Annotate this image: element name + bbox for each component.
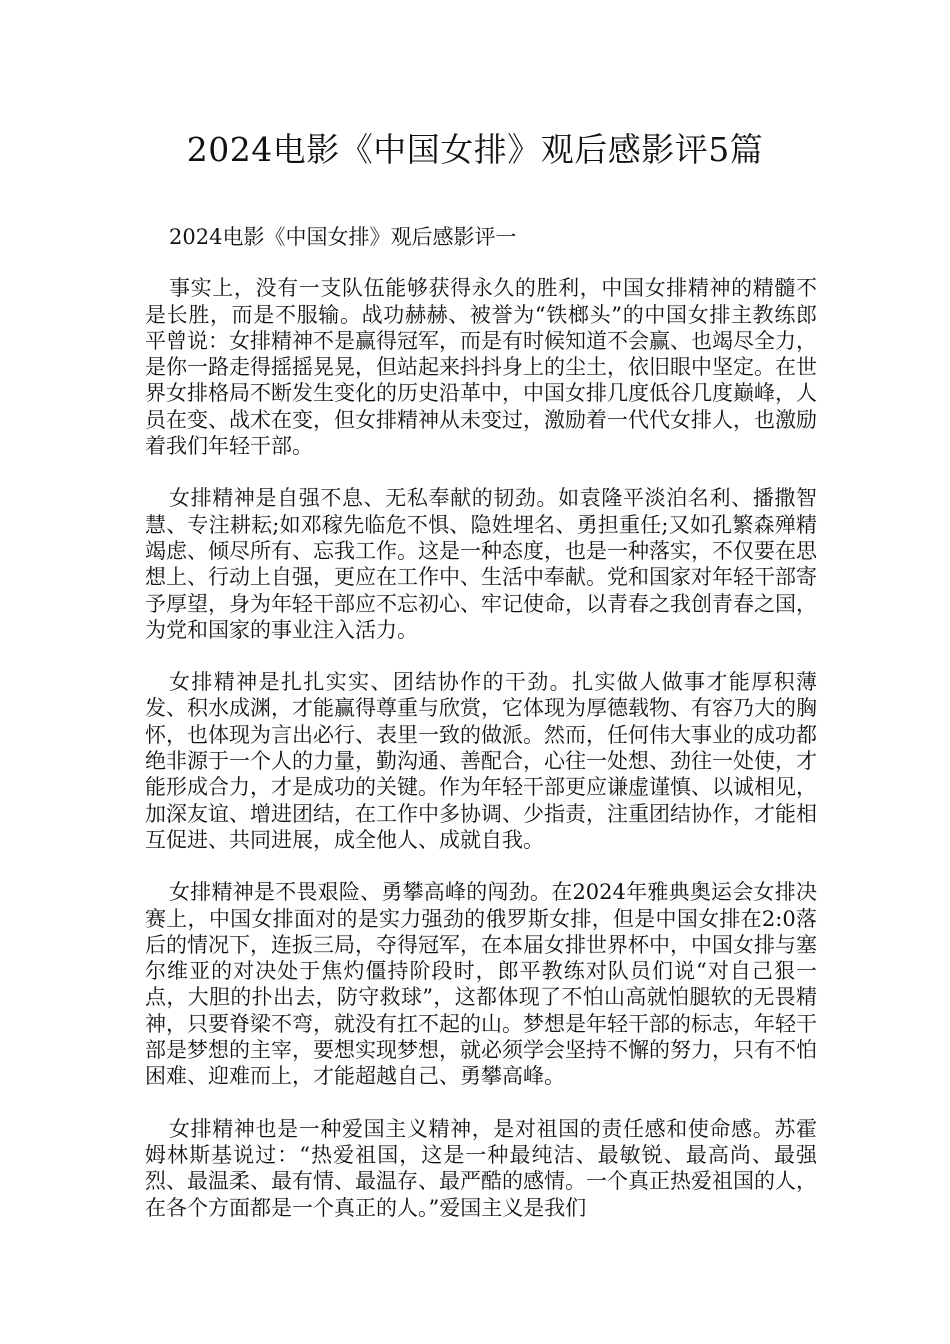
paragraph: 事实上，没有一支队伍能够获得永久的胜利，中国女排精神的精髓不是长胜，而是不服输。战功赫赫、被誉为“铁榔头”的中国女排主教练郎平曾说：女排精神不是赢得冠军，而是有时候知道不会赢、也竭尽全力，是你一路走得摇摇晃晃，但站起来抖抖身上的尘土，依旧眼中坚定。在世界女排格局不断发生变化的历史沿革中，中国女排几度低谷几度巅峰，人员在变、战术在变，但女排精神从未变过，激励着一代代女排人，也激励着我们年轻干部。 — [145, 276, 817, 459]
document-title: 2024电影《中国女排》观后感影评5篇 — [186, 130, 764, 169]
paragraph: 女排精神是扎扎实实、团结协作的干劲。扎实做人做事才能厚积薄发、积水成渊，才能赢得尊重与欣赏，它体现为厚德载物、有容乃大的胸怀，也体现为言出必行、表里一致的做派。然而，任何伟大事业的成功都绝非源于一个人的力量，勤沟通、善配合，心往一处想、劲往一处使，才能形成合力，才是成功的关键。作为年轻干部更应谦虚谨慎、以诚相见，加深友谊、增进团结，在工作中多协调、少指责，注重团结协作，才能相互促进、共同进展，成全他人、成就自我。 — [145, 670, 817, 852]
section-title: 2024电影《中国女排》观后感影评一 — [169, 225, 517, 249]
paragraph: 女排精神是不畏艰险、勇攀高峰的闯劲。在2024年雅典奥运会女排决赛上，中国女排面对的是实力强劲的俄罗斯女排，但是中国女排在2:0落后的情况下，连扳三局，夺得冠军，在本届女排世界杯中，中国女排与塞尔维亚的对决处于焦灼僵持阶段时，郎平教练对队员们说“对自己狠一点，大胆的扑出去，防守救球”，这都体现了不怕山高就怕腿软的无畏精神，只要脊梁不弯，就没有扛不起的山。梦想是年轻干部的标志，年轻干部是梦想的主宰，要想实现梦想，就必须学会坚持不懈的努力，只有不怕困难、迎难而上，才能超越自己、勇攀高峰。 — [145, 880, 817, 1089]
paragraph: 女排精神也是一种爱国主义精神，是对祖国的责任感和使命感。苏霍姆林斯基说过：“热爱祖国，这是一种最纯洁、最敏锐、最高尚、最强烈、最温柔、最有情、最温存、最严酷的感情。一个真正热爱祖国的人，在各个方面都是一个真正的人。”爱国主义是我们 — [145, 1116, 817, 1220]
document-body — [145, 224, 817, 1247]
paragraph: 女排精神是自强不息、无私奉献的韧劲。如袁隆平淡泊名利、播撒智慧、专注耕耘;如邓稼先临危不惧、隐姓埋名、勇担重任;又如孔繁森殚精竭虑、倾尽所有、忘我工作。这是一种态度，也是一种落实，不仅要在思想上、行动上自强，更应在工作中、生活中奉献。党和国家对年轻干部寄予厚望，身为年轻干部应不忘初心、牢记使命，以青春之我创青春之国，为党和国家的事业注入活力。 — [145, 486, 817, 642]
